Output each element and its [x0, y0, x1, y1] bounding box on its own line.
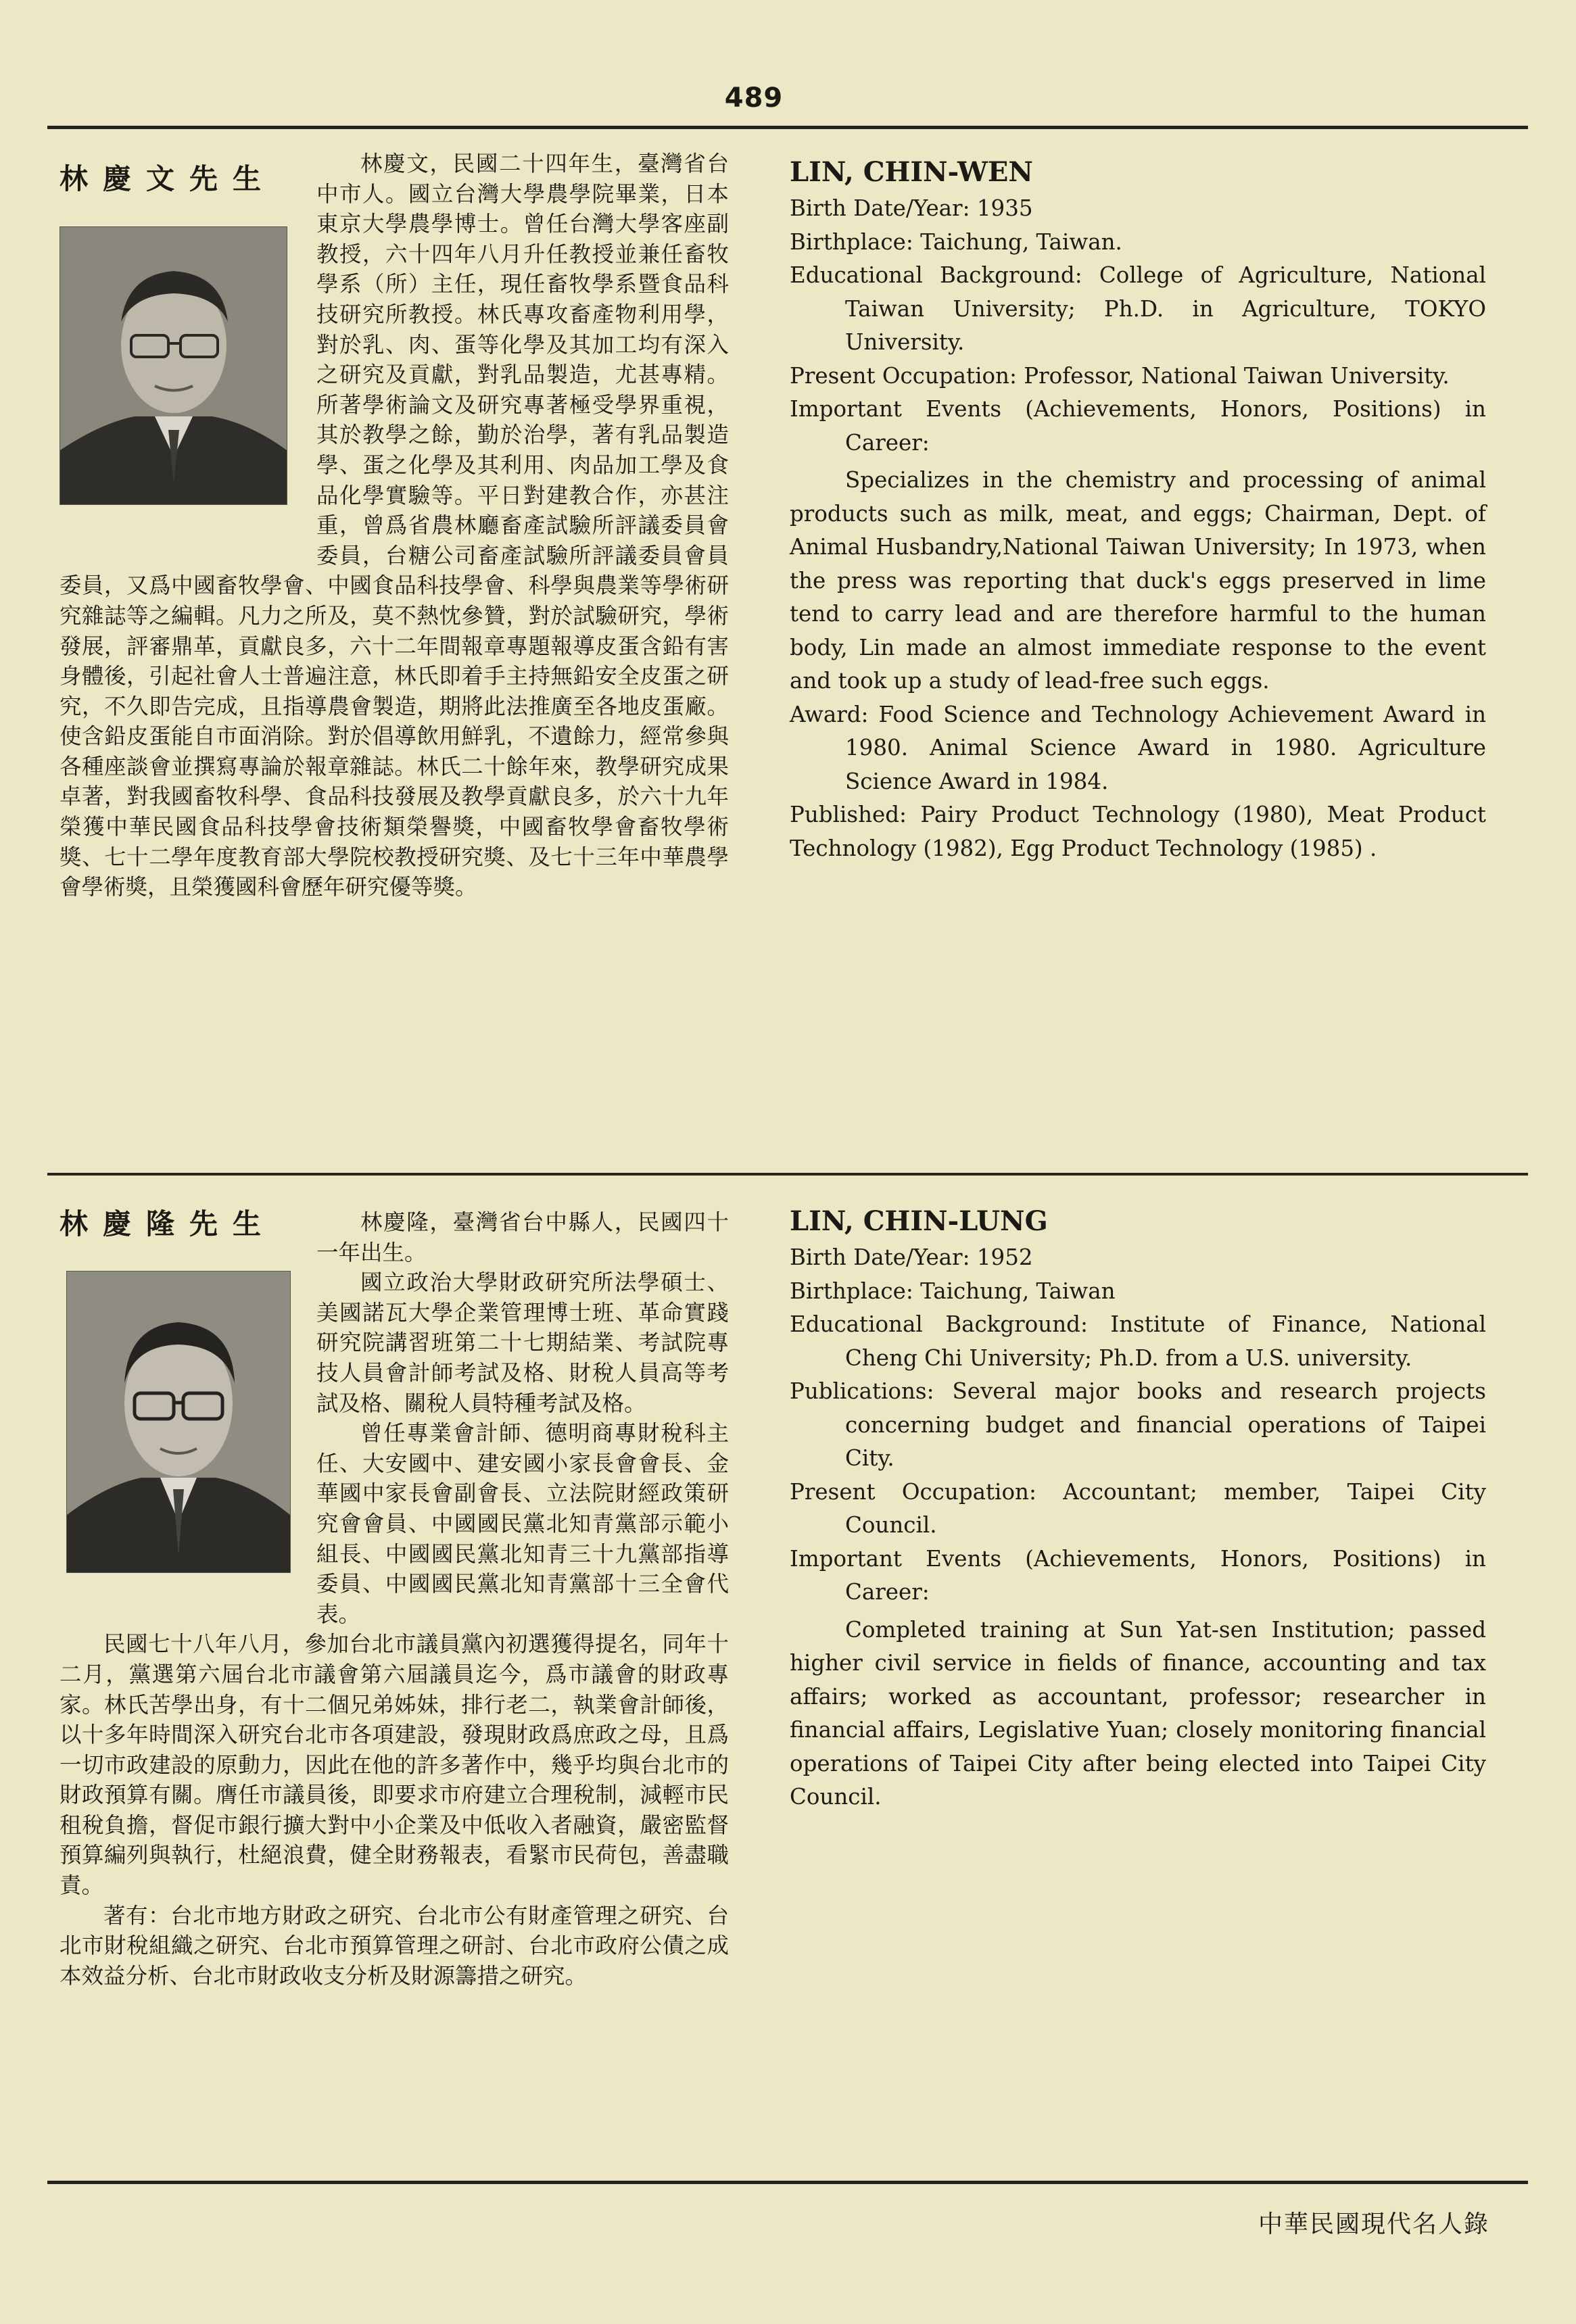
cn-paragraph: 著有：台北市地方財政之研究、台北市公有財產管理之研究、台北市財稅組織之研究、台北市預算管理之研討、台北市政府公債之成本效益分析、台北市財政收支分析及財源籌措之研究。 [59, 1902, 729, 1989]
en-occupation: Present Occupation: Professor, National Taiwan University. [790, 362, 1450, 389]
cn-paragraph: 民國七十八年八月，參加台北市議員黨內初選獲得提名，同年十二月，黨選第六屆台北市議會第六屆議員迄今，爲市議會的財政專家。林氏苦學出身，有十二個兄弟姊妹，排行老二，執業會計師後，以十多年時間深入研究台北市各項建設，發現財政爲庶政之母，且爲一切市政建設的原動力，因此在他的許多著作中，幾乎均與台北市的財政預算有關。膺任市議員後，即要求市府建立合理稅制，減輕市民租稅負擔，督促市銀行擴大對中小企業及中低收入者融資，嚴密監督預算編列與執行，杜絕浪費，健全財務報表，看緊市民荷包，善盡職責。 [59, 1631, 729, 1899]
footer-rule [47, 2181, 1528, 2184]
entry-cn-bio [59, 149, 729, 902]
en-events-text: Completed training at Sun Yat-sen Institution; passed higher civil service in fields of finance, accounting and tax affairs; worked as accountant, professor; researcher in financial affairs, Legislative Yuan; closely monitoring financial operations of Taipei City after being elected into Taipei City Council. [790, 1616, 1486, 1810]
en-published: Published: Pairy Product Technology (1980), Meat Product Technology (1982), Egg Product Technology (1985) . [790, 802, 1486, 861]
cn-paragraph: 曾任專業會計師、德明商專財稅科主任、大安國中、建安國小家長會會長、金華國中家長會副會長、立法院財經政策研究會會員、中國國民黨北知青黨部示範小組長、中國國民黨北知青三十九黨部指導委員、中國國民黨北知青黨部十三全會代表。 [316, 1420, 729, 1627]
entry-divider [47, 1173, 1528, 1176]
header-rule [47, 126, 1528, 129]
en-education: Educational Background: Institute of Finance, National Cheng Chi University; Ph.D. from a U.S. university. [790, 1311, 1486, 1371]
en-award: Award: Food Science and Technology Achievement Award in 1980. Animal Science Award in 1980. Agriculture Science Award in 1984. [790, 701, 1486, 794]
photo-spacer [59, 149, 316, 542]
cn-paragraph: 林慶隆，臺灣省台中縣人，民國四十一年出生。 [316, 1209, 729, 1265]
entry-name-cn: 林慶文先生 [59, 162, 277, 195]
page-number: 489 [724, 82, 784, 114]
en-events-label: Important Events (Achievements, Honors, Positions) in Career: [790, 1545, 1486, 1605]
en-publications: Publications: Several major books and research projects concerning budget and financial operations of Taipei City. [790, 1378, 1486, 1471]
photo-spacer [59, 1207, 316, 1599]
en-education: Educational Background: College of Agriculture, National Taiwan University; Ph.D. in Agriculture, TOKYO University. [790, 262, 1486, 355]
en-events-label: Important Events (Achievements, Honors, Positions) in Career: [790, 396, 1486, 456]
entry-name-cn: 林慶隆先生 [59, 1207, 277, 1240]
en-birthplace: Birthplace: Taichung, Taiwan. [790, 228, 1122, 255]
cn-paragraph: 林慶文，民國二十四年生，臺灣省台中市人。國立台灣大學農學院畢業，日本東京大學農學博士。曾任台灣大學客座副教授，六十四年八月升任教授並兼任畜牧學系（所）主任，現任畜牧學系暨食品科技研究所教授。林氏專攻畜產物利用學，對於乳、肉、蛋等化學及其加工均有深入之研究及貢獻，對乳品製造，尤甚專精。所著學術論文及研究專著極受學界重視，其於教學之餘，勤於治學，著有乳品製造學、蛋之化學及其利用、肉品加工學及食品化學實驗等。平日對建教合作，亦甚注重，曾爲省農林廳畜產試驗所評議委員會委員，台糖公司畜產試驗所評議委員會員委員，又爲中國畜牧學會、中國食品科技學會、科學與農業等學術研究雜誌等之編輯。凡力之所及，莫不熱忱參贊，對於試驗研究，學術發展，評審鼎革，貢獻良多，六十二年間報章專題報導皮蛋含鉛有害身體後，引起社會人士普遍注意，林氏即着手主持無鉛安全皮蛋之研究，不久即告完成，且指導農會製造，期將此法推廣至各地皮蛋廠。使含鉛皮蛋能自市面消除。對於倡導飲用鮮乳，不遺餘力，經常參與各種座談會並撰寫專論於報章雜誌。林氏二十餘年來，教學研究成果卓著，對我國畜牧科學、食品科技發展及教學貢獻良多，於六十九年榮獲中華民國食品科技學會技術類榮譽獎，中國畜牧學會畜牧學術獎、七十二學年度教育部大學院校教授研究獎、及七十三年中華農學會學術獎，且榮獲國科會歷年研究優等獎。 [59, 151, 729, 900]
en-birth-date: Birth Date/Year: 1935 [790, 195, 1033, 221]
entry-name-en: LIN, CHIN-WEN [790, 156, 1033, 188]
en-birthplace: Birthplace: Taichung, Taiwan [790, 1278, 1116, 1304]
en-birth-date: Birth Date/Year: 1952 [790, 1244, 1033, 1270]
cn-paragraph: 國立政治大學財政研究所法學碩士、美國諾瓦大學企業管理博士班、革命實踐研究院講習班第二十七期結業、考試院專技人員會計師考試及格、財稅人員高等考試及格、關稅人員特種考試及格。 [316, 1269, 729, 1416]
entry-cn-bio [59, 1207, 729, 1991]
entry-en-bio [790, 154, 1486, 865]
en-events-text: Specializes in the chemistry and processing of animal products such as milk, meat, and eggs; Chairman, Dept. of Animal Husbandry,National Taiwan University; In 1973, when the press was reporting that duck's eggs preserved in lime tend to carry lead and are therefore harmful to the human body, Lin made an almost immediate response to the event and took up a study of lead-free such eggs. [790, 467, 1486, 694]
book-title-footer: 中華民國現代名人錄 [1258, 2210, 1489, 2238]
en-occupation: Present Occupation: Accountant; member, Taipei City Council. [790, 1478, 1486, 1538]
entry-en-bio [790, 1203, 1486, 1814]
entry-name-en: LIN, CHIN-LUNG [790, 1205, 1048, 1237]
